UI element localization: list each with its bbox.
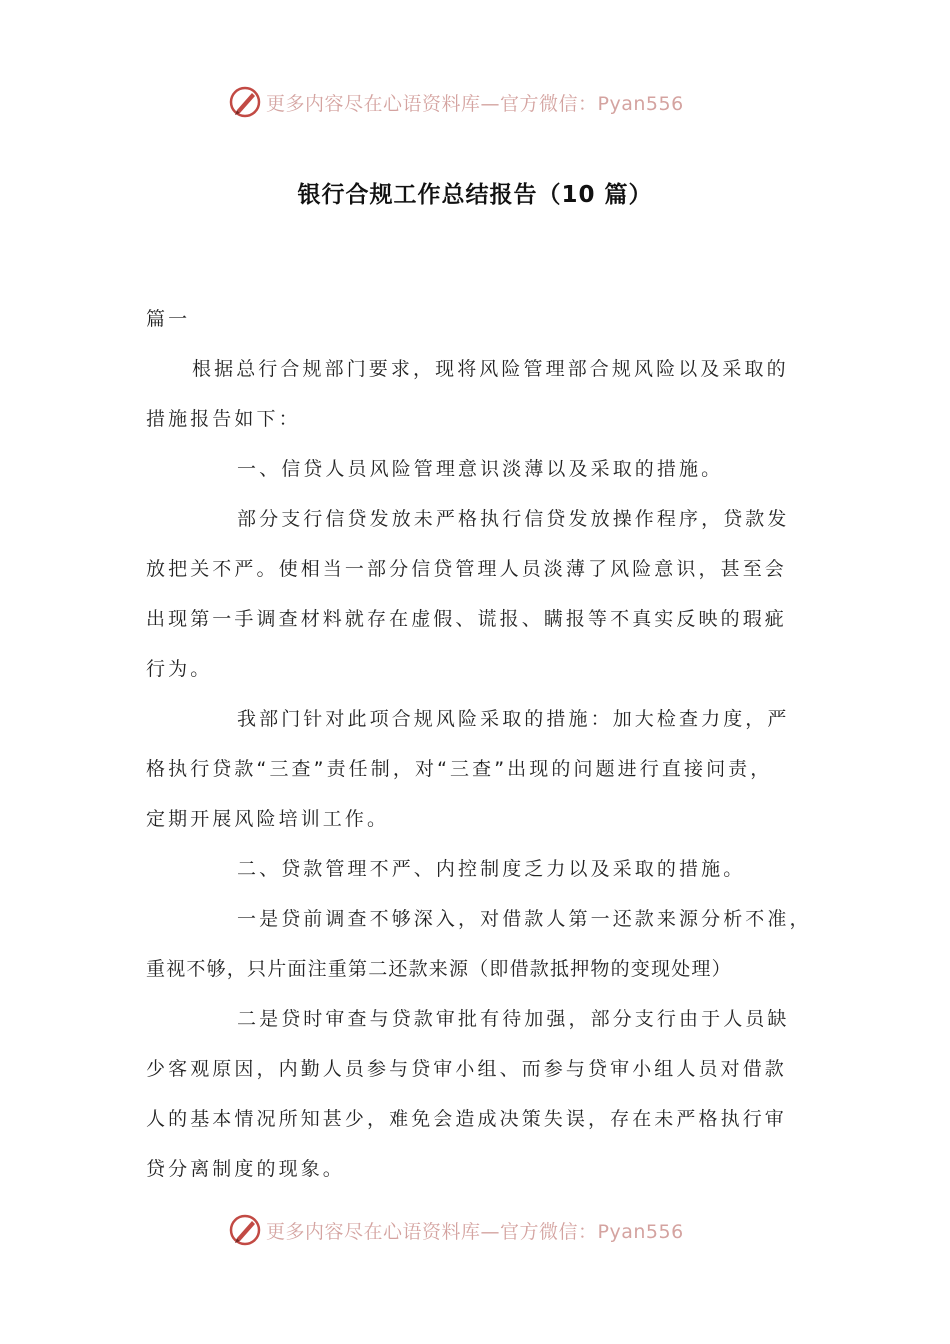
paragraph-line: 我部门针对此项合规风险采取的措施：加大检查力度，严	[237, 708, 790, 730]
paragraph-line: 一是贷前调查不够深入，对借款人第一还款来源分析不准，	[237, 908, 812, 930]
paragraph-line: 重视不够，只片面注重第二还款来源（即借款抵押物的变现处理）	[146, 958, 732, 980]
paragraph-line: 出现第一手调查材料就存在虚假、谎报、瞒报等不真实反映的瑕疵	[146, 608, 787, 630]
banner-text: 更多内容尽在心语资料库—官方微信：Pyan556	[266, 92, 684, 115]
paragraph-line: 根据总行合规部门要求，现将风险管理部合规风险以及采取的	[192, 358, 789, 380]
document-title: 银行合规工作总结报告（10 篇）	[297, 182, 653, 208]
pen-logo-icon	[228, 85, 262, 119]
footer-banner	[0, 1210, 950, 1250]
header-banner	[0, 82, 950, 122]
paragraph-line: 格执行贷款“三查”责任制，对“三查”出现的问题进行直接问责，	[146, 758, 773, 780]
paragraph-line: 部分支行信贷发放未严格执行信贷发放操作程序，贷款发	[237, 508, 790, 530]
paragraph-line: 二是贷时审查与贷款审批有待加强，部分支行由于人员缺	[237, 1008, 790, 1030]
paragraph-line: 少客观原因，内勤人员参与贷审小组、而参与贷审小组人员对借款	[146, 1058, 787, 1080]
banner-text: 更多内容尽在心语资料库—官方微信：Pyan556	[266, 1220, 684, 1243]
paragraph-line: 定期开展风险培训工作。	[146, 808, 390, 830]
paragraph-line: 人的基本情况所知甚少，难免会造成决策失误，存在未严格执行审	[146, 1108, 787, 1130]
paragraph-line: 放把关不严。使相当一部分信贷管理人员淡薄了风险意识，甚至会	[146, 558, 787, 580]
section-heading: 二、贷款管理不严、内控制度乏力以及采取的措施。	[237, 858, 746, 880]
paragraph-line: 贷分离制度的现象。	[146, 1158, 345, 1180]
paragraph-line: 措施报告如下：	[146, 408, 301, 430]
paragraph-line: 行为。	[146, 658, 213, 680]
section-label: 篇一	[146, 308, 191, 330]
section-heading: 一、信贷人员风险管理意识淡薄以及采取的措施。	[237, 458, 724, 480]
pen-logo-icon	[228, 1213, 262, 1247]
